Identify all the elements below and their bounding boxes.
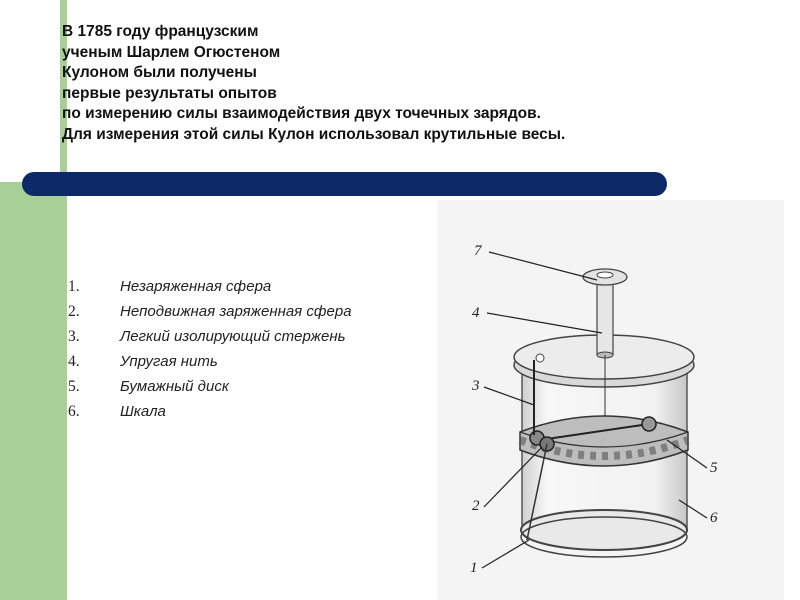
figure-label-5: 5 — [710, 460, 718, 476]
legend-number: 5. — [68, 378, 80, 395]
heading-line: Кулоном были получены — [62, 64, 257, 81]
torsion-balance-figure — [437, 200, 784, 600]
parts-legend — [68, 274, 438, 424]
heading-line: Для измерения этой силы Кулон использовал крутильные весы. — [62, 125, 566, 143]
figure-label-3: 3 — [472, 378, 480, 394]
heading-line: ученым Шарлем Огюстеном — [62, 43, 281, 61]
legend-text: Упругая нить — [120, 353, 218, 370]
torsion-balance-drawing — [437, 200, 784, 600]
heading-line: В 1785 году французским — [62, 23, 259, 40]
heading-line: первые результаты опытов — [62, 84, 277, 102]
divider-bar — [22, 172, 667, 196]
legend-item — [68, 274, 438, 299]
legend-number: 1. — [68, 278, 80, 295]
legend-number: 3. — [68, 328, 80, 345]
legend-number: 2. — [68, 303, 80, 320]
legend-item — [68, 349, 438, 374]
top-left-white-area — [0, 0, 60, 182]
figure-label-2: 2 — [472, 498, 480, 514]
legend-number: 4. — [68, 353, 80, 370]
legend-text: Незаряженная сфера — [120, 278, 272, 295]
legend-text: Легкий изолирующий стержень — [120, 328, 346, 345]
figure-label-7: 7 — [474, 243, 482, 259]
legend-text: Шкала — [120, 403, 166, 420]
slide-heading — [62, 22, 782, 145]
legend-text: Неподвижная заряженная сфера — [120, 303, 352, 320]
legend-item — [68, 374, 438, 399]
figure-label-4: 4 — [472, 305, 480, 321]
figure-label-6: 6 — [710, 510, 718, 526]
legend-item — [68, 299, 438, 324]
figure-label-1: 1 — [470, 560, 478, 576]
paper-disk — [642, 417, 656, 431]
legend-item — [68, 324, 438, 349]
legend-text: Бумажный диск — [120, 378, 229, 395]
legend-number: 6. — [68, 403, 80, 420]
heading-line: по измерению силы взаимодействия двух точечных зарядов. — [62, 105, 541, 122]
legend-item — [68, 399, 438, 424]
